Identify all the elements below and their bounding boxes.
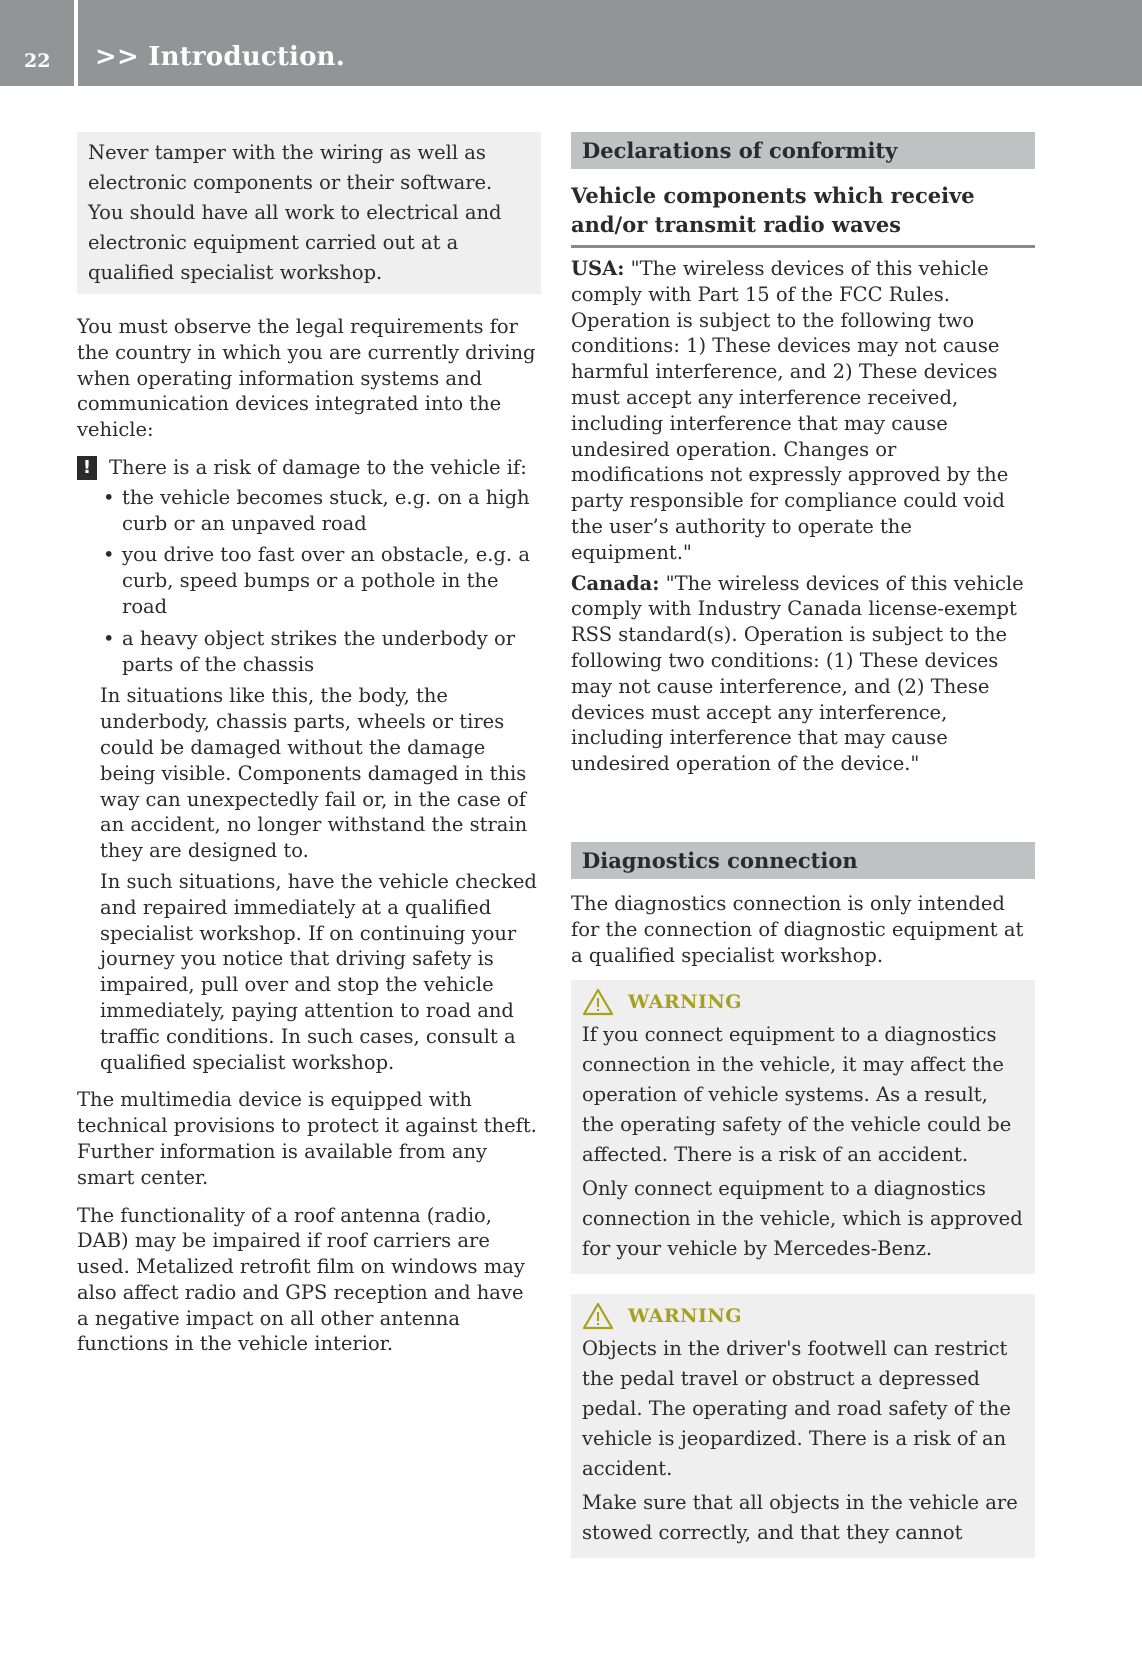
risk-list <box>99 485 541 678</box>
risk-notice <box>77 455 541 481</box>
antenna-paragraph: The functionality of a roof antenna (radio, DAB) may be impaired if roof carriers are used. Metalized retrofit film on windows may also affect radio and GPS reception and have a negative impact on all other antenna functions in the vehicle interior. <box>77 1203 525 1356</box>
canada-text: "The wireless devices of this vehicle comply with Industry Canada license-exempt RSS standard(s). Operation is subject to the following two conditions: (1) These devices may not cause interference, and (2) These devices must accept any interference, including interference that may cause undesired operation of the device." <box>571 571 1024 776</box>
page-number: 22 <box>24 50 51 72</box>
note-box <box>77 132 541 294</box>
canada-label: Canada: <box>571 571 660 595</box>
warning-text: Objects in the driver's footwell can restrict the pedal travel or obstruct a depressed pedal. The operating and road safety of the vehicle is jeopardized. There is a risk of an accident. <box>582 1337 1011 1481</box>
section-heading-declarations: Declarations of conformity <box>571 132 1035 169</box>
left-column <box>77 132 541 1369</box>
right-column <box>571 132 1035 1578</box>
list-item: • the vehicle becomes stuck, e.g. on a high curb or an unpaved road <box>99 485 541 537</box>
warning-text: If you connect equipment to a diagnostics connection in the vehicle, it may affect the operation of vehicle systems. As a result, the operating safety of the vehicle could be affected. There is a risk of an accident. <box>582 1023 1012 1167</box>
canada-declaration <box>571 571 1035 777</box>
diagnostics-intro: The diagnostics connection is only intended for the connection of diagnostic equipment at a qualified specialist workshop. <box>571 891 1024 967</box>
usa-declaration <box>571 256 1035 566</box>
risk-intro: There is a risk of damage to the vehicle if: <box>109 455 527 479</box>
warning-triangle-icon <box>582 988 614 1016</box>
chapter-title: >> Introduction. <box>95 42 346 72</box>
exclamation-icon: ! <box>77 456 97 480</box>
subheading-radio-components: Vehicle components which receive and/or transmit radio waves <box>571 181 1035 248</box>
warning-box <box>571 1294 1035 1558</box>
header-divider <box>74 0 78 86</box>
usa-text: "The wireless devices of this vehicle comply with Part 15 of the FCC Rules. Operation is subject to the following two conditions: 1) These devices may not cause harmful interference, and 2) These devices must accept any interference received, including interference that may cause undesired operation. Changes or modifications not expressly approved by the party responsible for compliance could void the user’s authority to operate the equipment." <box>571 257 1009 564</box>
warning-text: Only connect equipment to a diagnostics connection in the vehicle, which is approved for your vehicle by Mercedes-Benz. <box>582 1177 1023 1261</box>
multimedia-paragraph: The multimedia device is equipped with technical provisions to protect it against theft. Further information is available from any smart center. <box>77 1088 537 1189</box>
note-text: Never tamper with the wiring as well as electronic components or their software. You should have all work to electrical and electronic equipment carried out at a qualified specialist workshop. <box>88 141 502 284</box>
list-item: • a heavy object strikes the underbody or parts of the chassis <box>99 626 541 678</box>
usa-label: USA: <box>571 257 625 280</box>
warning-triangle-icon <box>582 1302 614 1330</box>
situations-paragraph: In situations like this, the body, the underbody, chassis parts, wheels or tires could be damaged without the damage being visible. Components damaged in this way can unexpectedly fail or, in the case of an accident, no longer withstand the strain they are designed to. <box>100 684 528 863</box>
page-header <box>0 0 1142 86</box>
page-number-box <box>0 0 74 86</box>
warning-box <box>571 980 1035 1274</box>
list-item: • you drive too fast over an obstacle, e.g. a curb, speed bumps or a pothole in the road <box>99 542 541 619</box>
section-heading-diagnostics: Diagnostics connection <box>571 842 1035 879</box>
warning-header <box>582 1298 1024 1334</box>
warning-text: Make sure that all objects in the vehicle are stowed correctly, and that they cannot <box>582 1491 1018 1545</box>
warning-header <box>582 984 1024 1020</box>
warning-label: WARNING <box>628 991 743 1014</box>
such-situations-paragraph: In such situations, have the vehicle checked and repaired immediately at a qualified specialist workshop. If on continuing your journey you notice that driving safety is impaired, pull over and stop the vehicle immediately, paying attention to road and traffic conditions. In such cases, consult a qualified specialist workshop. <box>100 869 537 1074</box>
legal-requirements-paragraph: You must observe the legal requirements for the country in which you are currently driving when operating information systems and communication devices integrated into the vehicle: <box>77 315 536 442</box>
warning-label: WARNING <box>628 1305 743 1328</box>
